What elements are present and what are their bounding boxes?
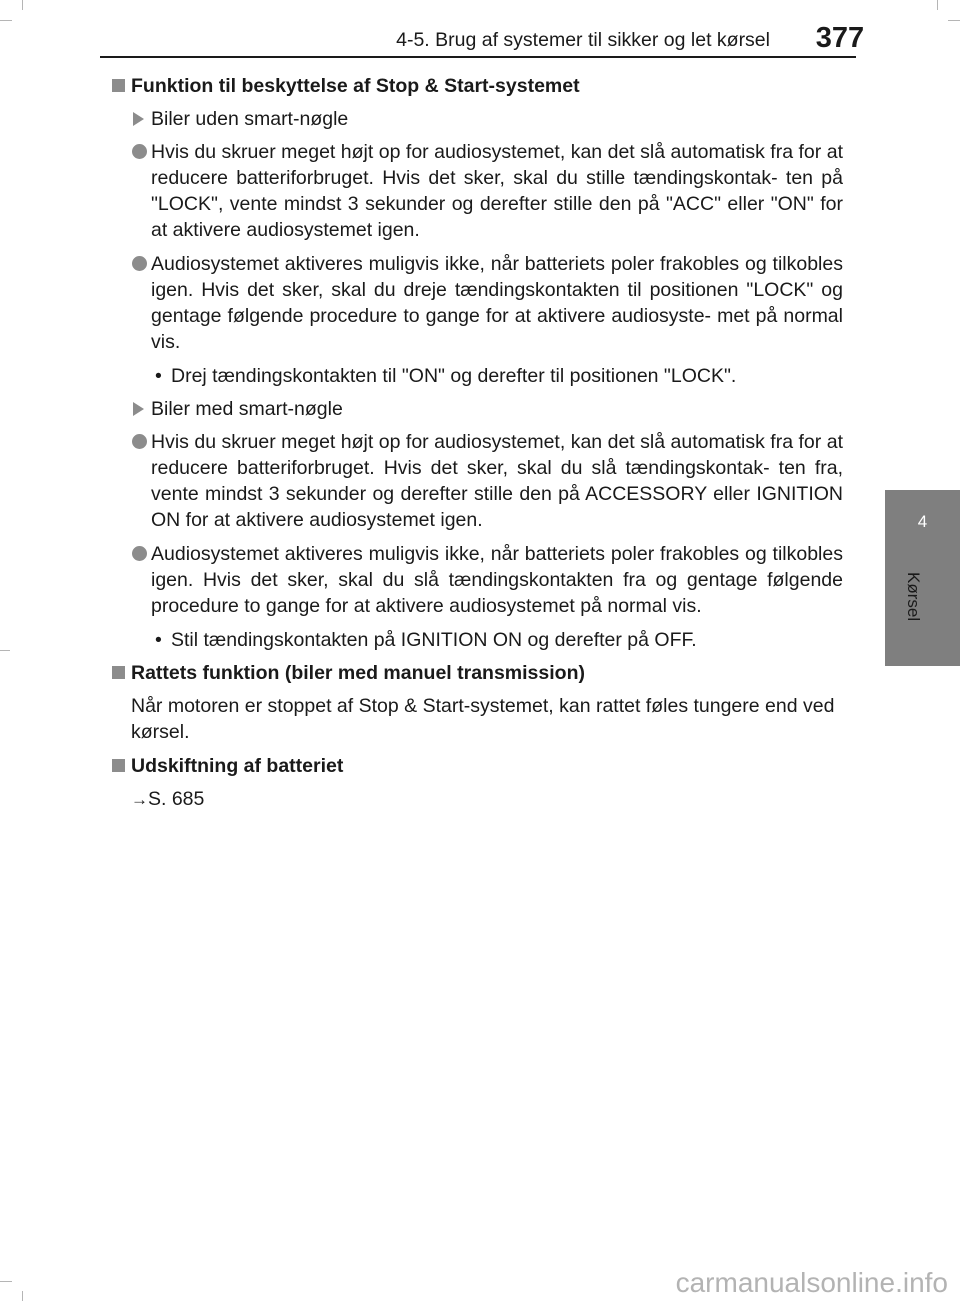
triangle-marker-icon	[133, 402, 144, 416]
square-bullet-icon	[112, 666, 125, 679]
header-rule	[100, 56, 856, 58]
circle-bullet-icon	[132, 256, 147, 271]
page-reference[interactable]	[109, 786, 843, 813]
bullet-text: Hvis du skruer meget højt op for audiosystemet, kan det slå automatisk fra for at reducere batteriforbruget. Hvis det sker, skal du stille tændingskontak- ten på "LOCK", vente mindst 3 sekunder og derefter stille den på "ACC" eller "ON" for at aktivere audiosystemet igen.	[151, 141, 843, 241]
section-heading	[109, 753, 843, 779]
arrow-right-icon: →	[131, 790, 148, 809]
section-heading	[109, 660, 843, 686]
dot-marker-icon: •	[155, 365, 162, 387]
sub-bullet-text: Drej tændingskontakten til "ON" og derefter til positionen "LOCK".	[171, 365, 737, 387]
sub-bullet-item	[109, 627, 843, 653]
page-reference-text: S. 685	[148, 788, 205, 810]
page-number: 377	[815, 22, 865, 54]
crop-mark	[0, 650, 10, 651]
crop-mark	[0, 1281, 12, 1282]
section-heading-text: Udskiftning af batteriet	[131, 755, 344, 777]
crop-mark	[0, 20, 12, 21]
circle-bullet-icon	[132, 546, 147, 561]
section-heading-text: Funktion til beskyttelse af Stop & Start-systemet	[131, 75, 580, 97]
paragraph: Når motoren er stoppet af Stop & Start-systemet, kan rattet føles tungere end ved kørsel.	[131, 695, 835, 743]
circle-bullet-icon	[132, 434, 147, 449]
subheading	[109, 396, 843, 422]
page-content	[109, 73, 843, 821]
dot-marker-icon: •	[155, 629, 162, 651]
section-heading-text: Rattets funktion (biler med manuel transmission)	[131, 662, 585, 684]
subheading	[109, 106, 843, 132]
square-bullet-icon	[112, 759, 125, 772]
subheading-text: Biler uden smart-nøgle	[151, 108, 349, 130]
square-bullet-icon	[112, 79, 125, 92]
crop-mark	[22, 0, 23, 10]
bullet-item	[109, 541, 843, 619]
crop-mark	[948, 20, 960, 21]
sub-bullet-item	[109, 363, 843, 389]
bullet-text: Hvis du skruer meget højt op for audiosystemet, kan det slå automatisk fra for at reducere batteriforbruget. Hvis det sker, skal du slå tændingskontak- ten fra, vente mindst 3 sekunder og derefter stille den på ACCESSORY eller IGNITION ON for at aktivere audiosystemet igen.	[151, 431, 843, 531]
bullet-text: Audiosystemet aktiveres muligvis ikke, når batteriets poler frakobles og tilkobles igen. Hvis det sker, skal du slå tændingskontakten fra og gentage følgende procedure to gange for at aktivere audiosystemet på normal vis.	[151, 543, 843, 617]
chapter-label: Kørsel	[904, 572, 923, 622]
chapter-number: 4	[917, 512, 928, 531]
crop-mark	[937, 0, 938, 10]
triangle-marker-icon	[133, 112, 144, 126]
bullet-item	[109, 139, 843, 243]
subheading-text: Biler med smart-nøgle	[151, 398, 343, 420]
circle-bullet-icon	[132, 144, 147, 159]
crop-mark	[22, 1291, 23, 1301]
running-header: 4-5. Brug af systemer til sikker og let kørsel	[396, 29, 770, 51]
bullet-text: Audiosystemet aktiveres muligvis ikke, når batteriets poler frakobles og tilkobles igen. Hvis det sker, skal du dreje tændingskontakten til positionen "LOCK" og gentage følgende procedure to gange for at aktivere audiosyste- met på normal vis.	[151, 253, 843, 353]
watermark: carmanualsonline.info	[675, 1267, 948, 1298]
bullet-item	[109, 251, 843, 355]
bullet-item	[109, 429, 843, 533]
sub-bullet-text: Stil tændingskontakten på IGNITION ON og derefter på OFF.	[171, 629, 697, 651]
section-heading	[109, 73, 843, 99]
